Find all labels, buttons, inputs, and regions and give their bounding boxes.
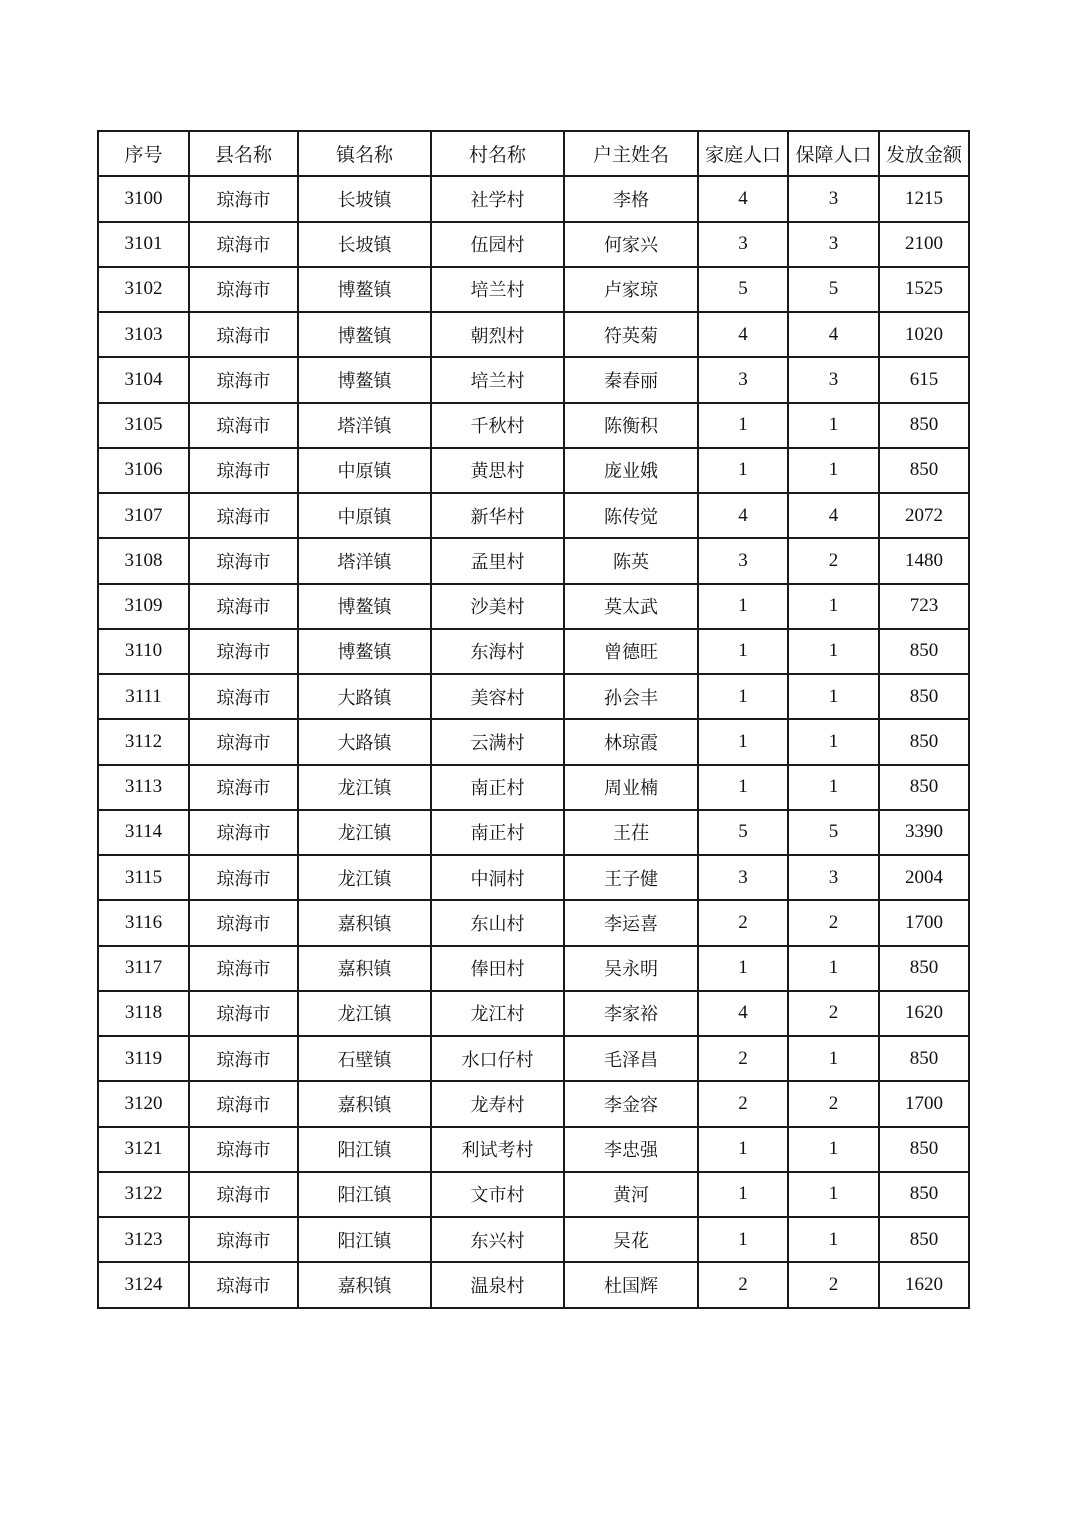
- cell-serial-number: 3114: [98, 810, 189, 855]
- cell-county-name: 琼海市: [189, 674, 298, 719]
- cell-county-name: 琼海市: [189, 538, 298, 583]
- cell-payout-amount: 615: [879, 357, 969, 402]
- cell-payout-amount: 850: [879, 403, 969, 448]
- cell-town-name: 嘉积镇: [298, 900, 431, 945]
- cell-family-size: 1: [698, 674, 788, 719]
- cell-payout-amount: 850: [879, 1217, 969, 1262]
- cell-village-name: 美容村: [431, 674, 564, 719]
- cell-serial-number: 3106: [98, 448, 189, 493]
- cell-payout-amount: 3390: [879, 810, 969, 855]
- cell-covered-persons: 3: [788, 222, 879, 267]
- header-col-serial-number: 序号: [98, 131, 189, 176]
- cell-village-name: 南正村: [431, 810, 564, 855]
- cell-village-name: 东山村: [431, 900, 564, 945]
- cell-town-name: 嘉积镇: [298, 1262, 431, 1307]
- cell-town-name: 长坡镇: [298, 176, 431, 221]
- cell-county-name: 琼海市: [189, 1172, 298, 1217]
- table-row: [98, 1172, 969, 1217]
- cell-county-name: 琼海市: [189, 1217, 298, 1262]
- cell-county-name: 琼海市: [189, 719, 298, 764]
- cell-serial-number: 3109: [98, 584, 189, 629]
- cell-covered-persons: 1: [788, 1127, 879, 1172]
- cell-serial-number: 3122: [98, 1172, 189, 1217]
- cell-covered-persons: 2: [788, 991, 879, 1036]
- cell-serial-number: 3102: [98, 267, 189, 312]
- cell-town-name: 博鳌镇: [298, 357, 431, 402]
- cell-family-size: 1: [698, 1172, 788, 1217]
- table-row: [98, 312, 969, 357]
- cell-town-name: 中原镇: [298, 493, 431, 538]
- table-row: [98, 403, 969, 448]
- cell-village-name: 水口仔村: [431, 1036, 564, 1081]
- cell-covered-persons: 2: [788, 1262, 879, 1307]
- cell-town-name: 博鳌镇: [298, 629, 431, 674]
- cell-village-name: 朝烈村: [431, 312, 564, 357]
- table-row: [98, 900, 969, 945]
- cell-town-name: 长坡镇: [298, 222, 431, 267]
- cell-householder-name: 杜国辉: [564, 1262, 698, 1307]
- cell-householder-name: 吴永明: [564, 946, 698, 991]
- cell-family-size: 2: [698, 900, 788, 945]
- cell-serial-number: 3111: [98, 674, 189, 719]
- cell-county-name: 琼海市: [189, 403, 298, 448]
- cell-covered-persons: 1: [788, 719, 879, 764]
- cell-county-name: 琼海市: [189, 584, 298, 629]
- cell-serial-number: 3113: [98, 765, 189, 810]
- table-row: [98, 1127, 969, 1172]
- cell-town-name: 龙江镇: [298, 810, 431, 855]
- cell-county-name: 琼海市: [189, 222, 298, 267]
- cell-village-name: 社学村: [431, 176, 564, 221]
- cell-payout-amount: 2100: [879, 222, 969, 267]
- cell-serial-number: 3119: [98, 1036, 189, 1081]
- cell-village-name: 俸田村: [431, 946, 564, 991]
- cell-covered-persons: 2: [788, 900, 879, 945]
- cell-town-name: 大路镇: [298, 719, 431, 764]
- cell-payout-amount: 850: [879, 1036, 969, 1081]
- cell-village-name: 南正村: [431, 765, 564, 810]
- cell-householder-name: 周业楠: [564, 765, 698, 810]
- cell-householder-name: 孙会丰: [564, 674, 698, 719]
- cell-county-name: 琼海市: [189, 448, 298, 493]
- table-row: [98, 448, 969, 493]
- cell-village-name: 温泉村: [431, 1262, 564, 1307]
- cell-family-size: 3: [698, 538, 788, 583]
- table-row: [98, 222, 969, 267]
- cell-payout-amount: 2004: [879, 855, 969, 900]
- cell-covered-persons: 1: [788, 629, 879, 674]
- relief-roster-table: [97, 130, 970, 1309]
- cell-serial-number: 3110: [98, 629, 189, 674]
- cell-householder-name: 李忠强: [564, 1127, 698, 1172]
- cell-county-name: 琼海市: [189, 629, 298, 674]
- cell-family-size: 1: [698, 1127, 788, 1172]
- cell-town-name: 龙江镇: [298, 765, 431, 810]
- cell-payout-amount: 850: [879, 1172, 969, 1217]
- cell-family-size: 1: [698, 946, 788, 991]
- cell-payout-amount: 850: [879, 629, 969, 674]
- cell-family-size: 2: [698, 1081, 788, 1126]
- cell-town-name: 博鳌镇: [298, 312, 431, 357]
- cell-village-name: 文市村: [431, 1172, 564, 1217]
- cell-householder-name: 秦春丽: [564, 357, 698, 402]
- cell-county-name: 琼海市: [189, 176, 298, 221]
- cell-family-size: 1: [698, 584, 788, 629]
- cell-householder-name: 陈传觉: [564, 493, 698, 538]
- cell-serial-number: 3100: [98, 176, 189, 221]
- cell-family-size: 3: [698, 855, 788, 900]
- cell-covered-persons: 3: [788, 176, 879, 221]
- cell-town-name: 嘉积镇: [298, 1081, 431, 1126]
- cell-village-name: 中洞村: [431, 855, 564, 900]
- table-row: [98, 765, 969, 810]
- cell-payout-amount: 1525: [879, 267, 969, 312]
- cell-village-name: 培兰村: [431, 357, 564, 402]
- cell-payout-amount: 1700: [879, 900, 969, 945]
- cell-covered-persons: 4: [788, 493, 879, 538]
- header-col-village-name: 村名称: [431, 131, 564, 176]
- cell-town-name: 塔洋镇: [298, 403, 431, 448]
- table-row: [98, 357, 969, 402]
- cell-town-name: 大路镇: [298, 674, 431, 719]
- cell-covered-persons: 4: [788, 312, 879, 357]
- cell-county-name: 琼海市: [189, 855, 298, 900]
- cell-householder-name: 王子健: [564, 855, 698, 900]
- table-row: [98, 991, 969, 1036]
- cell-village-name: 云满村: [431, 719, 564, 764]
- cell-householder-name: 莫太武: [564, 584, 698, 629]
- cell-covered-persons: 2: [788, 538, 879, 583]
- cell-town-name: 阳江镇: [298, 1217, 431, 1262]
- table-row: [98, 1217, 969, 1262]
- table-row: [98, 946, 969, 991]
- cell-serial-number: 3104: [98, 357, 189, 402]
- cell-family-size: 4: [698, 991, 788, 1036]
- cell-village-name: 新华村: [431, 493, 564, 538]
- table-row: [98, 1081, 969, 1126]
- header-col-town-name: 镇名称: [298, 131, 431, 176]
- cell-family-size: 3: [698, 357, 788, 402]
- cell-county-name: 琼海市: [189, 493, 298, 538]
- table-row: [98, 674, 969, 719]
- cell-village-name: 龙寿村: [431, 1081, 564, 1126]
- cell-county-name: 琼海市: [189, 1127, 298, 1172]
- table-row: [98, 719, 969, 764]
- cell-town-name: 中原镇: [298, 448, 431, 493]
- cell-county-name: 琼海市: [189, 810, 298, 855]
- cell-payout-amount: 850: [879, 719, 969, 764]
- table-row: [98, 629, 969, 674]
- cell-covered-persons: 1: [788, 403, 879, 448]
- header-col-covered-persons: 保障人口: [788, 131, 879, 176]
- cell-householder-name: 林琼霞: [564, 719, 698, 764]
- cell-village-name: 孟里村: [431, 538, 564, 583]
- cell-village-name: 伍园村: [431, 222, 564, 267]
- cell-county-name: 琼海市: [189, 1081, 298, 1126]
- cell-town-name: 龙江镇: [298, 855, 431, 900]
- cell-covered-persons: 1: [788, 1217, 879, 1262]
- cell-family-size: 1: [698, 765, 788, 810]
- cell-serial-number: 3116: [98, 900, 189, 945]
- cell-covered-persons: 1: [788, 448, 879, 493]
- table-row: [98, 1262, 969, 1307]
- cell-town-name: 阳江镇: [298, 1127, 431, 1172]
- cell-county-name: 琼海市: [189, 312, 298, 357]
- cell-payout-amount: 1020: [879, 312, 969, 357]
- cell-covered-persons: 1: [788, 674, 879, 719]
- cell-town-name: 博鳌镇: [298, 267, 431, 312]
- cell-town-name: 阳江镇: [298, 1172, 431, 1217]
- header-col-householder-name: 户主姓名: [564, 131, 698, 176]
- cell-family-size: 5: [698, 267, 788, 312]
- cell-serial-number: 3112: [98, 719, 189, 764]
- cell-family-size: 3: [698, 222, 788, 267]
- table-row: [98, 810, 969, 855]
- cell-serial-number: 3118: [98, 991, 189, 1036]
- cell-householder-name: 何家兴: [564, 222, 698, 267]
- cell-covered-persons: 1: [788, 765, 879, 810]
- cell-family-size: 1: [698, 403, 788, 448]
- cell-family-size: 5: [698, 810, 788, 855]
- cell-serial-number: 3121: [98, 1127, 189, 1172]
- cell-family-size: 1: [698, 1217, 788, 1262]
- cell-serial-number: 3115: [98, 855, 189, 900]
- cell-serial-number: 3101: [98, 222, 189, 267]
- cell-county-name: 琼海市: [189, 991, 298, 1036]
- table-row: [98, 538, 969, 583]
- cell-householder-name: 毛泽昌: [564, 1036, 698, 1081]
- table-row: [98, 267, 969, 312]
- cell-town-name: 博鳌镇: [298, 584, 431, 629]
- cell-village-name: 利试考村: [431, 1127, 564, 1172]
- table-row: [98, 584, 969, 629]
- cell-county-name: 琼海市: [189, 765, 298, 810]
- cell-payout-amount: 850: [879, 765, 969, 810]
- cell-town-name: 塔洋镇: [298, 538, 431, 583]
- cell-covered-persons: 1: [788, 946, 879, 991]
- cell-town-name: 石壁镇: [298, 1036, 431, 1081]
- cell-householder-name: 曾德旺: [564, 629, 698, 674]
- cell-village-name: 龙江村: [431, 991, 564, 1036]
- table-header-row: [98, 131, 969, 176]
- cell-householder-name: 卢家琼: [564, 267, 698, 312]
- cell-householder-name: 李家裕: [564, 991, 698, 1036]
- cell-county-name: 琼海市: [189, 267, 298, 312]
- cell-covered-persons: 5: [788, 810, 879, 855]
- cell-payout-amount: 1700: [879, 1081, 969, 1126]
- cell-covered-persons: 3: [788, 357, 879, 402]
- cell-serial-number: 3120: [98, 1081, 189, 1126]
- cell-village-name: 千秋村: [431, 403, 564, 448]
- header-col-payout-amount: 发放金额: [879, 131, 969, 176]
- cell-householder-name: 李运喜: [564, 900, 698, 945]
- cell-householder-name: 李金容: [564, 1081, 698, 1126]
- cell-payout-amount: 1620: [879, 1262, 969, 1307]
- cell-covered-persons: 5: [788, 267, 879, 312]
- cell-covered-persons: 1: [788, 1172, 879, 1217]
- cell-payout-amount: 723: [879, 584, 969, 629]
- cell-householder-name: 陈英: [564, 538, 698, 583]
- cell-serial-number: 3123: [98, 1217, 189, 1262]
- cell-family-size: 4: [698, 493, 788, 538]
- cell-county-name: 琼海市: [189, 1262, 298, 1307]
- cell-county-name: 琼海市: [189, 946, 298, 991]
- cell-covered-persons: 1: [788, 1036, 879, 1081]
- cell-village-name: 沙美村: [431, 584, 564, 629]
- header-col-family-size: 家庭人口: [698, 131, 788, 176]
- cell-householder-name: 吴花: [564, 1217, 698, 1262]
- table-body: [98, 176, 969, 1307]
- cell-serial-number: 3108: [98, 538, 189, 583]
- cell-payout-amount: 2072: [879, 493, 969, 538]
- cell-serial-number: 3107: [98, 493, 189, 538]
- cell-payout-amount: 1480: [879, 538, 969, 583]
- cell-family-size: 1: [698, 629, 788, 674]
- cell-householder-name: 符英菊: [564, 312, 698, 357]
- header-col-county-name: 县名称: [189, 131, 298, 176]
- cell-family-size: 4: [698, 312, 788, 357]
- table-row: [98, 493, 969, 538]
- cell-family-size: 4: [698, 176, 788, 221]
- cell-householder-name: 王茌: [564, 810, 698, 855]
- cell-county-name: 琼海市: [189, 900, 298, 945]
- cell-county-name: 琼海市: [189, 357, 298, 402]
- cell-town-name: 嘉积镇: [298, 946, 431, 991]
- cell-village-name: 培兰村: [431, 267, 564, 312]
- cell-payout-amount: 850: [879, 674, 969, 719]
- table-row: [98, 176, 969, 221]
- cell-householder-name: 黄河: [564, 1172, 698, 1217]
- table-row: [98, 1036, 969, 1081]
- cell-serial-number: 3105: [98, 403, 189, 448]
- cell-covered-persons: 2: [788, 1081, 879, 1126]
- cell-payout-amount: 850: [879, 448, 969, 493]
- cell-family-size: 2: [698, 1262, 788, 1307]
- cell-family-size: 1: [698, 719, 788, 764]
- cell-householder-name: 庞业娥: [564, 448, 698, 493]
- cell-covered-persons: 1: [788, 584, 879, 629]
- cell-covered-persons: 3: [788, 855, 879, 900]
- table-row: [98, 855, 969, 900]
- cell-town-name: 龙江镇: [298, 991, 431, 1036]
- cell-payout-amount: 1620: [879, 991, 969, 1036]
- cell-payout-amount: 850: [879, 1127, 969, 1172]
- cell-village-name: 东海村: [431, 629, 564, 674]
- cell-serial-number: 3103: [98, 312, 189, 357]
- cell-county-name: 琼海市: [189, 1036, 298, 1081]
- cell-village-name: 黄思村: [431, 448, 564, 493]
- cell-payout-amount: 1215: [879, 176, 969, 221]
- cell-serial-number: 3117: [98, 946, 189, 991]
- cell-family-size: 2: [698, 1036, 788, 1081]
- cell-householder-name: 陈衡积: [564, 403, 698, 448]
- cell-village-name: 东兴村: [431, 1217, 564, 1262]
- cell-payout-amount: 850: [879, 946, 969, 991]
- cell-householder-name: 李格: [564, 176, 698, 221]
- cell-serial-number: 3124: [98, 1262, 189, 1307]
- cell-family-size: 1: [698, 448, 788, 493]
